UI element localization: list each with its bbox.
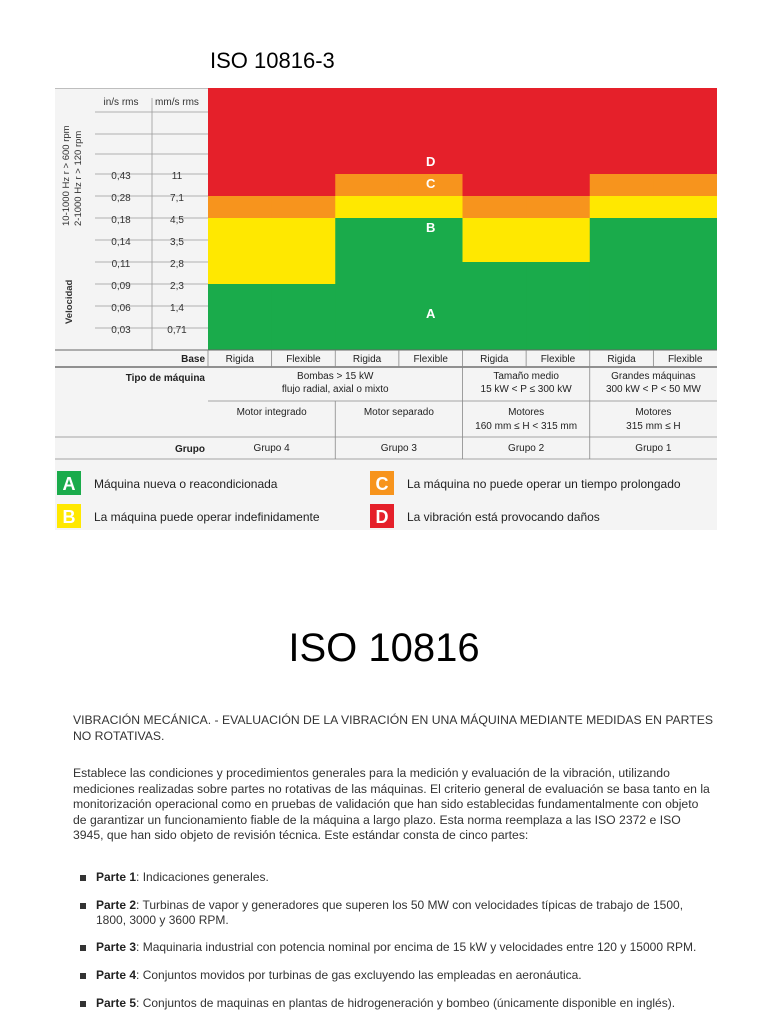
severity-chart-svg xyxy=(55,88,717,530)
base-cell: Flexible xyxy=(667,354,703,365)
tipo-bombas-2: flujo radial, axial o mixto xyxy=(281,384,389,395)
zone-d-col-2 xyxy=(272,88,336,196)
part-label: Parte 1 xyxy=(96,870,137,884)
part-text: : Conjuntos de maquinas en plantas de hidrogeneración y bombeo (únicamente disponible en inglés). xyxy=(136,996,676,1010)
grupo-cell: Grupo 4 xyxy=(253,443,290,454)
zone-b-col-6 xyxy=(526,218,590,262)
zone-b-col-2 xyxy=(272,218,336,284)
base-cell: Flexible xyxy=(286,354,321,365)
part-text: : Conjuntos movidos por turbinas de gas excluyendo las empleadas en aeronáutica. xyxy=(136,968,582,982)
row-mm-s-value: 2,3 xyxy=(170,281,184,292)
bullet-icon xyxy=(80,1001,86,1007)
zone-d-col-6 xyxy=(526,88,590,196)
bullet-icon xyxy=(80,945,86,951)
row-in-s-value: 0,43 xyxy=(111,171,131,182)
row-in-s-value: 0,06 xyxy=(111,303,131,314)
zone-b-col-5 xyxy=(463,218,527,262)
legend-letter-a: A xyxy=(62,474,76,494)
row-in-s-value: 0,14 xyxy=(111,237,131,248)
tipo-bombas-1: Bombas > 15 kW xyxy=(297,371,374,382)
axis-label-freq-2: 2-1000 Hz r > 120 rpm xyxy=(73,130,84,226)
part-item xyxy=(80,940,716,955)
legend-text-b: La máquina puede operar indefinidamente xyxy=(94,510,320,524)
part-label: Parte 3 xyxy=(96,940,137,954)
row-mm-s-value: 7,1 xyxy=(170,193,184,204)
grupo-cell: Grupo 1 xyxy=(635,443,672,454)
zone-c-col-1 xyxy=(208,196,272,218)
legend-text-a: Máquina nueva o reacondicionada xyxy=(94,477,278,491)
part-item xyxy=(80,870,716,885)
part-text: : Indicaciones generales. xyxy=(136,870,269,884)
motor-integrado: Motor integrado xyxy=(236,407,307,418)
row-in-s-value: 0,18 xyxy=(111,215,131,226)
motor-separado: Motor separado xyxy=(363,407,434,418)
zone-a-col-5 xyxy=(463,262,527,350)
part-text: : Maquinaria industrial con potencia nominal por encima de 15 kW y velocidades entre 120 y 15000 RPM. xyxy=(136,940,697,954)
legend-text-c: La máquina no puede operar un tiempo prolongado xyxy=(407,477,681,491)
section-title: ISO 10816 xyxy=(288,626,480,670)
row-in-s-value: 0,11 xyxy=(111,259,131,270)
row-in-s-value: 0,28 xyxy=(111,193,131,204)
zone-a-col-2 xyxy=(272,284,336,350)
base-cell: Rigida xyxy=(352,354,382,365)
part-item xyxy=(80,898,716,928)
tipo-grandes-1: Grandes máquinas xyxy=(611,371,696,382)
part-item xyxy=(80,996,716,1011)
part-text: : Turbinas de vapor y generadores que superen los 50 MW con velocidades típicas de trabajo de 1500, 1800, 3000 y 3600 RPM. xyxy=(96,898,684,927)
motores-medio-1: Motores xyxy=(508,407,545,418)
part-item xyxy=(80,968,716,983)
legend-text-d: La vibración está provocando daños xyxy=(407,510,600,524)
row-mm-s-value: 4,5 xyxy=(170,215,184,226)
grupo-label: Grupo xyxy=(175,444,205,455)
zone-c-col-3 xyxy=(335,174,399,196)
zone-a-col-6 xyxy=(526,262,590,350)
header-mm-s: mm/s rms xyxy=(155,97,199,108)
doc-paragraph: Establece las condiciones y procedimientos generales para la medición y evaluación de la vibración, utilizando mediciones realizadas sobre partes no rotativas de las máquinas. El criterio general de evaluación se basa tanto en la monitorización operacional como en pruebas de validación que han sido establecidas fundamentalmente con objeto de garantizar un funcionamiento fiable de la máquina a largo plazo. Esta norma reemplaza a las ISO 2372 e ISO 3945, que han sido objeto de revisión técnica. Este estándar consta de cinco partes: xyxy=(73,766,710,842)
bullet-icon xyxy=(80,973,86,979)
part-label: Parte 4 xyxy=(96,968,137,982)
zone-c-col-6 xyxy=(526,196,590,218)
zone-b-col-7 xyxy=(590,196,654,218)
bullet-icon xyxy=(80,875,86,881)
row-mm-s-value: 0,71 xyxy=(167,325,187,336)
grupo-cell: Grupo 2 xyxy=(508,443,545,454)
tipo-grandes-2: 300 kW < P < 50 MW xyxy=(605,384,701,395)
zone-letter-b: B xyxy=(425,220,436,235)
base-cell: Rigida xyxy=(225,354,254,365)
axis-label-velocity: Velocidad xyxy=(64,279,75,324)
zone-c-col-5 xyxy=(463,196,527,218)
iso-10816-3-chart xyxy=(55,88,717,530)
zone-a-col-1 xyxy=(208,284,272,350)
motores-medio-2: 160 mm ≤ H < 315 mm xyxy=(475,421,578,432)
zone-c-col-7 xyxy=(590,174,654,196)
zone-letter-d: D xyxy=(425,154,436,169)
base-cell: Flexible xyxy=(540,354,576,365)
zone-d-col-7 xyxy=(590,88,654,174)
grupo-cell: Grupo 3 xyxy=(380,443,417,454)
legend-letter-b: B xyxy=(62,507,76,527)
chart-title: ISO 10816-3 xyxy=(210,48,335,73)
row-in-s-value: 0,09 xyxy=(111,281,131,292)
tipo-medio-2: 15 kW < P ≤ 300 kW xyxy=(480,384,572,395)
zone-b-col-1 xyxy=(208,218,272,284)
row-mm-s-value: 3,5 xyxy=(170,237,184,248)
tipo-label: Tipo de máquina xyxy=(125,373,205,384)
part-label: Parte 2 xyxy=(96,898,137,912)
zone-b-col-4 xyxy=(399,196,463,218)
base-cell: Rigida xyxy=(480,354,509,365)
bullet-icon xyxy=(80,903,86,909)
zone-letter-c: C xyxy=(425,176,436,191)
row-mm-s-value: 11 xyxy=(171,171,183,182)
zone-b-col-8 xyxy=(653,196,717,218)
zone-d-col-1 xyxy=(208,88,272,196)
zone-d-col-5 xyxy=(463,88,527,196)
legend-letter-d: D xyxy=(375,507,389,527)
base-cell: Rigida xyxy=(607,354,636,365)
motores-grandes-2: 315 mm ≤ H xyxy=(626,421,681,432)
part-label: Parte 5 xyxy=(96,996,137,1010)
row-mm-s-value: 2,8 xyxy=(170,259,184,270)
header-in-s: in/s rms xyxy=(103,97,139,108)
zone-d-col-8 xyxy=(653,88,717,174)
zone-d-col-3 xyxy=(335,88,399,174)
zone-b-col-3 xyxy=(335,196,399,218)
zone-a-col-4 xyxy=(399,218,463,350)
zone-letter-a: A xyxy=(425,306,436,321)
legend-letter-c: C xyxy=(375,474,389,494)
zone-c-col-8 xyxy=(653,174,717,196)
motores-grandes-1: Motores xyxy=(635,407,672,418)
axis-label-freq-1: 10-1000 Hz r > 600 rpm xyxy=(61,125,72,226)
zone-a-col-8 xyxy=(653,218,717,350)
base-label: Base xyxy=(181,354,205,365)
zone-c-col-2 xyxy=(272,196,336,218)
base-cell: Flexible xyxy=(413,354,448,365)
row-in-s-value: 0,03 xyxy=(111,325,131,336)
tipo-medio-1: Tamaño medio xyxy=(493,371,559,382)
doc-heading: VIBRACIÓN MECÁNICA. - EVALUACIÓN DE LA VIBRACIÓN EN UNA MÁQUINA MEDIANTE MEDIDAS EN PARTES NO ROTATIVAS. xyxy=(73,713,713,743)
zone-a-col-3 xyxy=(335,218,399,350)
row-mm-s-value: 1,4 xyxy=(170,303,184,314)
zone-a-col-7 xyxy=(590,218,654,350)
